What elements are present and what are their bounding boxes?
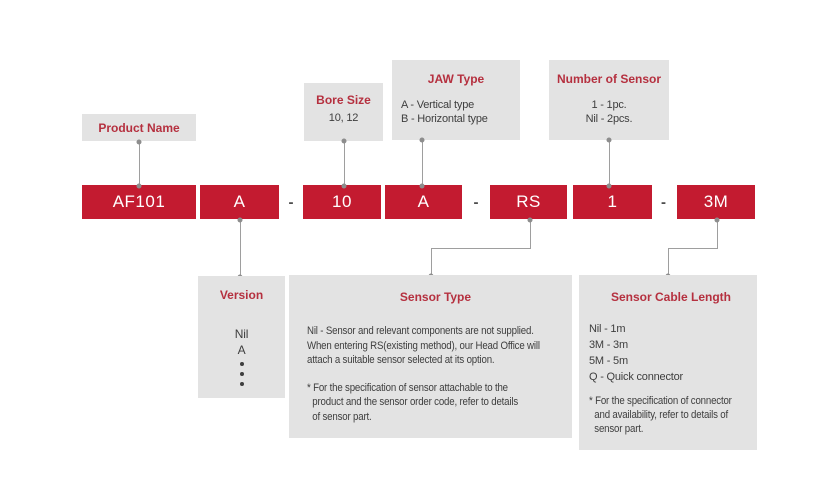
code-segment-product: AF101 — [82, 185, 196, 219]
sensor-type-note: * For the specification of sensor attachable to the — [307, 381, 508, 394]
code-segment-sensor-count: 1 — [573, 185, 652, 219]
callout-title: JAW Type — [427, 72, 485, 86]
code-segment-version: A — [200, 185, 279, 219]
connector-line — [530, 220, 531, 248]
callout-version — [198, 276, 285, 398]
callout-sensor-cable-length — [579, 275, 757, 450]
sensor-type-note: of sensor part. — [312, 410, 372, 423]
connector-line — [431, 248, 531, 249]
code-separator: - — [473, 193, 479, 211]
connector-dot — [715, 218, 720, 223]
bore-size-values: 10, 12 — [328, 112, 359, 124]
sensor-type-text: Nil - Sensor and relevant components are not supplied. — [307, 325, 534, 337]
cable-length-option: Nil - 1m — [589, 323, 626, 335]
code-segment-cable-length: 3M — [677, 185, 755, 219]
callout-sensor-type — [289, 275, 572, 438]
callout-title: Sensor Cable Length — [610, 290, 732, 304]
code-segment-bore-size: 10 — [303, 185, 381, 219]
callout-bore-size — [304, 83, 383, 141]
connector-dot — [137, 184, 142, 189]
connector-line — [422, 140, 423, 186]
sensor-type-text: When entering RS(existing method), our Head Office will — [307, 339, 540, 352]
connector-line — [344, 141, 345, 186]
jaw-type-option: A - Vertical type — [401, 99, 475, 111]
cable-length-option: Q - Quick connector — [589, 371, 684, 383]
cable-length-note: sensor part. — [594, 423, 644, 435]
cable-length-option: 3M - 3m — [589, 339, 628, 351]
connector-dot — [137, 140, 142, 145]
connector-dot — [607, 184, 612, 189]
connector-line — [240, 220, 241, 276]
callout-title: Bore Size — [316, 93, 371, 107]
code-segment-jaw-type: A — [385, 185, 462, 219]
connector-dot — [528, 218, 533, 223]
connector-line — [139, 142, 140, 186]
version-option: A — [237, 343, 246, 357]
connector-dot — [420, 184, 425, 189]
code-separator: - — [288, 193, 294, 211]
jaw-type-option: B - Horizontal type — [401, 113, 488, 125]
sensor-type-note: product and the sensor order code, refer to details — [312, 396, 519, 408]
connector-line — [431, 248, 432, 276]
cable-length-note: and availability, refer to details of — [594, 409, 729, 421]
sensor-count-option: Nil - 2pcs. — [585, 113, 633, 125]
sensor-count-option: 1 - 1pc. — [591, 99, 627, 111]
code-segment-sensor-type: RS — [490, 185, 567, 219]
connector-dot — [342, 139, 347, 144]
callout-number-of-sensor — [549, 60, 669, 140]
sensor-type-text: attach a suitable sensor selected at its option. — [307, 354, 495, 366]
callout-title: Number of Sensor — [556, 72, 661, 86]
connector-dot — [607, 138, 612, 143]
ellipsis-dot — [240, 372, 244, 376]
connector-line — [668, 248, 669, 276]
connector-dot — [420, 138, 425, 143]
connector-line — [668, 248, 718, 249]
connector-dot — [238, 218, 243, 223]
cable-length-note: * For the specification of connector — [589, 395, 732, 407]
callout-product-name — [82, 114, 196, 141]
code-separator: - — [661, 193, 666, 211]
callout-title: Version — [219, 288, 264, 302]
callout-jaw-type — [392, 60, 520, 140]
callout-title: Product Name — [98, 120, 180, 135]
connector-line — [717, 220, 718, 248]
ellipsis-dot — [240, 382, 244, 386]
callout-title: Sensor Type — [399, 290, 472, 304]
version-option: Nil — [234, 327, 249, 341]
connector-dot — [342, 184, 347, 189]
ellipsis-dot — [240, 362, 244, 366]
connector-line — [609, 140, 610, 186]
cable-length-option: 5M - 5m — [589, 355, 628, 367]
vertical-ellipsis — [198, 362, 285, 386]
